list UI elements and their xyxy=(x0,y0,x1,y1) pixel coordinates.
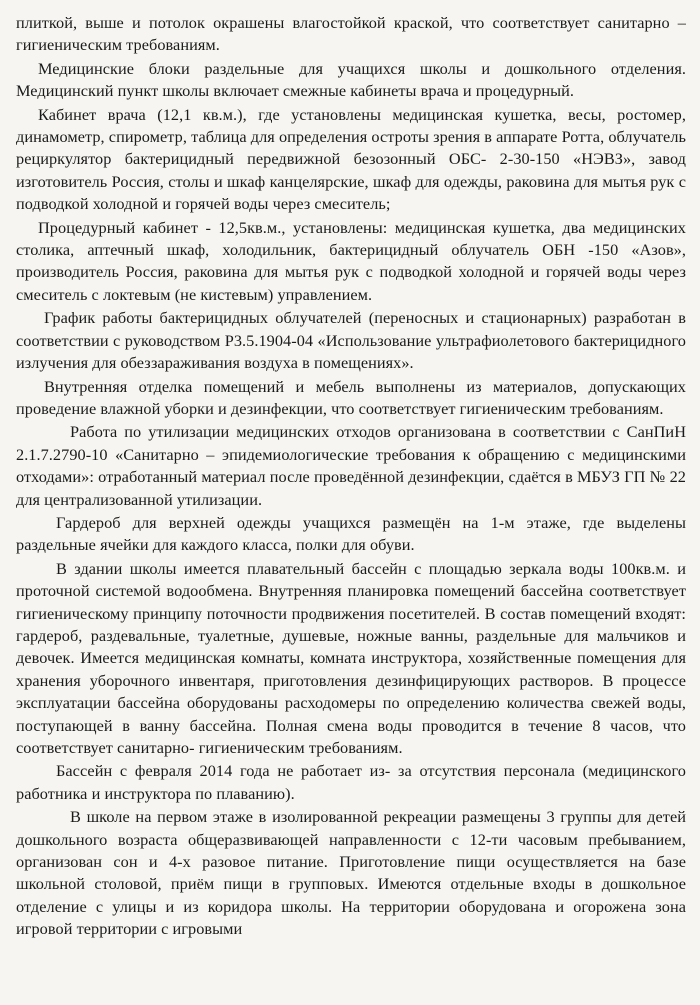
paragraph-2: Медицинские блоки раздельные для учащихся школы и дошкольного отделения. Медицинский пункт школы включает смежные кабинеты врача и процедурный. xyxy=(16,58,686,101)
paragraph-8: Гардероб для верхней одежды учащихся размещён на 1-м этаже, где выделены раздельные ячейки для каждого класса, полки для обуви. xyxy=(16,512,686,555)
paragraph-11: В школе на первом этаже в изолированной рекреации размещены 3 группы для детей дошкольного возраста общеразвивающей направленности с 12-ти часовым пребыванием, организован сон и 4-х разовое питание. Приготовление пищи осуществляется на базе школьной столовой, приём пищи в групповых. Имеются отдельные входы в дошкольное отделение с улицы и из коридора школы. На территории оборудована и огорожена зона игровой территории с игровыми xyxy=(16,807,686,939)
document-body xyxy=(16,12,686,941)
paragraph-1: плиткой, выше и потолок окрашены влагостойкой краской, что соответствует санитарно – гигиеническим требованиям. xyxy=(16,13,686,55)
paragraph-7: Работа по утилизации медицинских отходов организована в соответствии с СанПиН 2.1.7.2790-10 «Санитарно – эпидемиологические требования к обращению с медицинскими отходами»: отработанный материал после проведённой дезинфекции, сдаётся в МБУЗ ГП № 22 для централизованной утилизации. xyxy=(16,422,686,509)
paragraph-9: В здании школы имеется плавательный бассейн с площадью зеркала воды 100кв.м. и проточной системой водообмена. Внутренняя планировка помещений бассейна соответствует гигиеническому принципу поточности продвижения посетителей. В состав помещений входят: гардероб, раздевальные, туалетные, душевые, ножные ванны, раздельные для мальчиков и девочек. Имеется медицинская комнаты, комната инструктора, хозяйственные помещения для хранения уборочного инвентаря, приготовления дезинфицирующих растворов. В процессе эксплуатации бассейна оборудованы расходомеры по определению количества свежей воды, поступающей в ванну бассейна. Полная смена воды проводится в течение 8 часов, что соответствует санитарно- гигиеническим требованиям. xyxy=(16,558,686,757)
paragraph-5: График работы бактерицидных облучателей (переносных и стационарных) разработан в соответствии с руководством Р3.5.1904-04 «Использование ультрафиолетового бактерицидного излучения для обеззараживания воздуха в помещениях». xyxy=(16,308,686,373)
paragraph-4: Процедурный кабинет - 12,5кв.м., установлены: медицинская кушетка, два медицинских столика, аптечный шкаф, холодильник, бактерицидный облучатель ОБН -150 «Азов», производитель Россия, раковина для мытья рук с подводкой холодной и горячей воды через смеситель с локтевым (не кистевым) управлением. xyxy=(16,217,686,304)
paragraph-6: Внутренняя отделка помещений и мебель выполнены из материалов, допускающих проведение влажной уборки и дезинфекции, что соответствует гигиеническим требованиям. xyxy=(16,376,686,418)
paragraph-3: Кабинет врача (12,1 кв.м.), где установлены медицинская кушетка, весы, ростомер, динамометр, спирометр, таблица для определения остроты зрения в аппарате Ротта, облучатель рециркулятор бактерицидный передвижной безозонный ОБС- 2-30-150 «НЭВЗ», завод изготовитель Россия, столы и шкаф канцелярские, шкаф для одежды, раковина для мытья рук с подводкой холодной и горячей воды через смеситель; xyxy=(16,104,686,214)
paragraph-10: Бассейн с февраля 2014 года не работает из- за отсутствия персонала (медицинского работника и инструктора по плаванию). xyxy=(16,761,686,803)
